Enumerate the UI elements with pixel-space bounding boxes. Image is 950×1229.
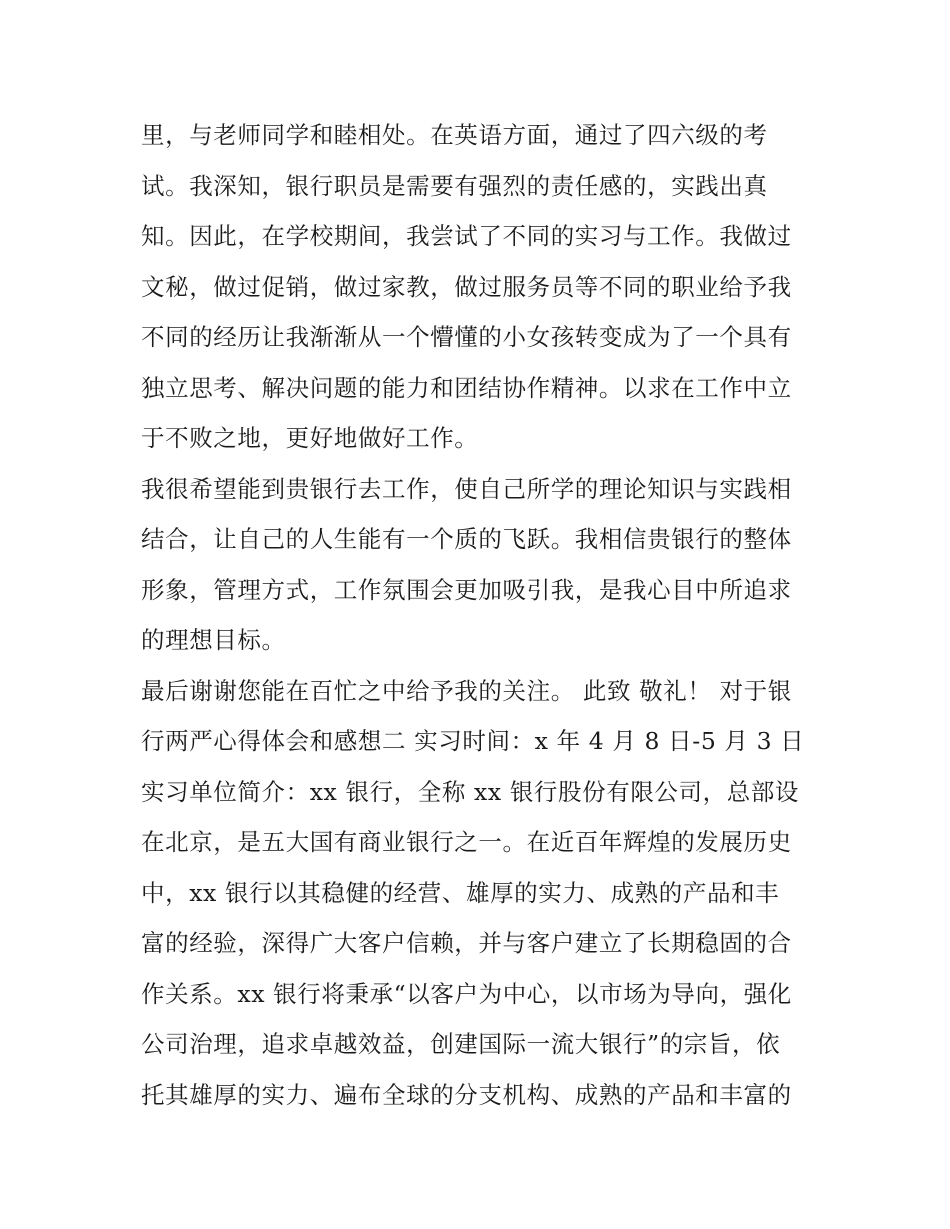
text-line: 富的经验，深得广大客户信赖，并与客户建立了长期稳固的合 <box>141 929 792 957</box>
text-line: 我很希望能到贵银行去工作，使自己所学的理论知识与实践相 <box>141 474 792 503</box>
text-line: 试。我深知，银行职员是需要有强烈的责任感的，实践出真 <box>141 171 768 200</box>
text-line: 结合，让自己的人生能有一个质的飞跃。我相信贵银行的整体 <box>141 525 792 553</box>
text-line: 知。因此，在学校期间，我尝试了不同的实习与工作。我做过 <box>141 222 792 250</box>
text-line: 形象，管理方式，工作氛围会更加吸引我，是我心目中所追求 <box>141 575 792 604</box>
text-line: 公司治理，追求卓越效益，创建国际一流大银行”的宗旨，依 <box>141 1030 781 1058</box>
text-line: 行两严心得体会和感想二 实习时间：x 年 4 月 8 日-5 月 3 日 <box>141 727 805 755</box>
text-line: 独立思考、解决问题的能力和团结协作精神。以求在工作中立 <box>141 373 792 402</box>
text-line: 文秘，做过促销，做过家教，做过服务员等不同的职业给予我 <box>141 272 792 301</box>
text-line: 不同的经历让我渐渐从一个懵懂的小女孩转变成为了一个具有 <box>141 323 792 351</box>
text-line: 的理想目标。 <box>141 626 286 654</box>
text-line: 实习单位简介：xx 银行，全称 xx 银行股份有限公司，总部设 <box>141 777 800 806</box>
text-line: 在北京，是五大国有商业银行之一。在近百年辉煌的发展历史 <box>141 828 792 856</box>
text-line: 托其雄厚的实力、遍布全球的分支机构、成熟的产品和丰富的 <box>141 1080 792 1109</box>
text-line: 里，与老师同学和睦相处。在英语方面，通过了四六级的考 <box>141 121 768 149</box>
document-body <box>141 110 821 1120</box>
text-line: 作关系。xx 银行将秉承“以客户为中心，以市场为导向，强化 <box>141 979 792 1008</box>
text-line: 于不败之地，更好地做好工作。 <box>141 424 479 452</box>
text-line: 最后谢谢您能在百忙之中给予我的关注。 此致 敬礼！ 对于银 <box>141 676 792 705</box>
text-line: 中，xx 银行以其稳健的经营、雄厚的实力、成熟的产品和丰 <box>141 878 780 907</box>
